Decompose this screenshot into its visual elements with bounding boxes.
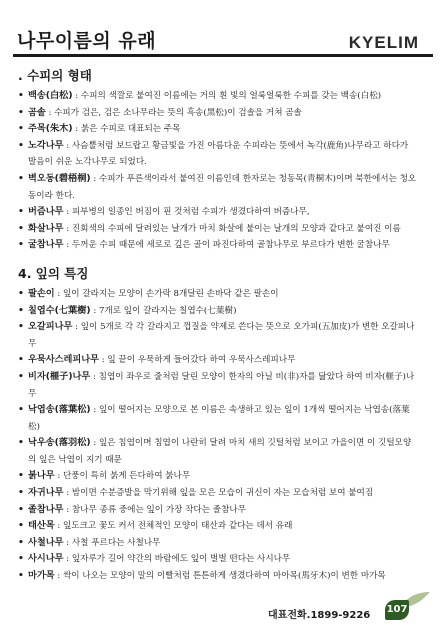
list-item [18, 221, 418, 238]
header-divider [13, 54, 433, 57]
bullet-icon: • [18, 172, 24, 184]
bullet-icon: • [18, 553, 24, 565]
list-item [18, 88, 418, 105]
bullet-icon: • [18, 90, 24, 101]
bullet-icon: • [18, 470, 24, 482]
item-desc: : 두꺼운 수피 때문에 세로로 깊은 골이 파진다하여 골참나무로 부르다가 변한 굴참나무 [63, 240, 390, 251]
list-item [18, 352, 418, 369]
item-term: 태산목 [28, 520, 55, 532]
bullet-icon: • [18, 570, 24, 582]
item-desc: : 잎도크고 꽃도 커서 전체적인 모양이 태산과 같다는 데서 유래 [54, 521, 293, 532]
footer-contact: 대표전화.1899-9226 [268, 610, 371, 621]
item-desc: : 침엽이 좌우로 줄처럼 달린 모양이 한자의 아닐 비(非)자를 닮았다 하여 비자(榧子)나무 [28, 371, 415, 399]
list-item [18, 485, 418, 502]
item-term: 곰솔 [28, 106, 46, 118]
item-desc: : 잎자루가 길어 약간의 바람에도 잎이 벌벌 떤다는 사시나무 [63, 554, 291, 565]
list-item [18, 518, 418, 535]
item-term: 오갈피나무 [28, 321, 73, 333]
item-term: 화살나무 [28, 222, 64, 234]
page-title: 나무이름의 유래 [17, 30, 157, 52]
brand-logo-text: KYELIM [348, 33, 419, 52]
list-item [18, 138, 418, 171]
list-item [18, 435, 418, 468]
item-desc: : 수피의 색깔로 붙여진 이름에는 거의 흰 빛의 얼룩얼룩한 수피를 갖는 백송(白松) [72, 91, 382, 101]
bullet-icon: • [18, 321, 24, 333]
item-term: 사철나무 [28, 536, 64, 548]
page-number: 107 [385, 600, 409, 620]
list-item [18, 319, 418, 352]
item-term: 우묵사스레피나무 [28, 354, 100, 366]
bullet-icon: • [18, 123, 24, 135]
list-item [18, 402, 418, 435]
bark-list [18, 88, 418, 254]
item-desc: : 피부병의 일종인 버짐이 핀 것처럼 수피가 생겼다하여 버즘나무, [63, 207, 310, 218]
item-desc: : 7개로 잎이 갈라지는 칠엽수(七葉樹) [90, 305, 237, 316]
document-body [18, 64, 418, 585]
item-desc: : 사철 푸르다는 사철나무 [63, 537, 161, 548]
page-header [0, 0, 441, 58]
item-term: 마가목 [28, 570, 55, 582]
bullet-icon: • [18, 304, 24, 316]
bullet-icon: • [18, 487, 24, 499]
item-desc: : 싹이 나오는 모양이 말의 이빨처럼 튼튼하게 생겼다하여 마아목(馬牙木)이 변한 마가목 [54, 571, 386, 582]
bullet-icon: • [18, 287, 24, 299]
item-term: 팔손이 [28, 287, 55, 299]
bullet-icon: • [18, 404, 24, 416]
bullet-icon: • [18, 222, 24, 234]
item-desc: : 진회색의 수피에 달려있는 날개가 마치 화살에 붙이는 날개의 모양과 같다고 붙여진 이름 [63, 223, 401, 234]
bullet-icon: • [18, 239, 24, 251]
list-item [18, 468, 418, 485]
list-item [18, 535, 418, 552]
item-desc: : 수피가 푸른색이라서 붙여진 이름인데 한자로는 청동목(靑桐木)이며 북한에서는 청오동이라 한다. [28, 173, 417, 201]
list-item [18, 121, 418, 138]
item-desc: : 잎이 갈라지는 모양이 손가락 8개달린 손바닥 같은 팔손이 [54, 288, 279, 299]
bullet-icon: • [18, 520, 24, 532]
brand-logo [349, 33, 419, 53]
bullet-icon: • [18, 503, 24, 515]
item-desc: : 잎이 5개로 각 각 갈라지고 껍질을 약제로 쓴다는 뜻으로 오가피(五加皮)가 변한 오갈피나무 [28, 322, 415, 349]
item-term: 노각나무 [28, 139, 64, 151]
bullet-icon: • [18, 106, 24, 118]
item-term: 비자(榧子)나무 [28, 370, 91, 382]
list-item [18, 171, 418, 204]
item-desc: : 참나무 종류 중에는 잎이 가장 작다는 졸참나무 [63, 504, 246, 515]
item-term: 낙엽송(落葉松) [28, 404, 91, 416]
item-desc: : 수피가 검은, 검은 소나무라는 뜻의 흑송(黑松)이 검솔을 거쳐 곰솔 [45, 107, 302, 118]
list-item [18, 502, 418, 519]
item-term: 칠엽수(七葉樹) [28, 304, 91, 316]
bullet-icon: • [18, 139, 24, 151]
list-item [18, 303, 418, 320]
bullet-icon: • [18, 370, 24, 382]
item-desc: : 잎 끝이 우묵하게 들어갔다 하여 우묵사스레피나무 [99, 355, 296, 366]
list-item [18, 568, 418, 585]
list-item [18, 551, 418, 568]
section-title-bark: . 수피의 형태 [18, 68, 92, 83]
list-item [18, 237, 418, 254]
item-term: 버즘나무 [28, 206, 64, 218]
item-desc: : 붉은 수피로 대표되는 주목 [72, 124, 181, 135]
item-term: 백송(白松) [28, 90, 73, 101]
leaf-list [18, 286, 418, 585]
list-item [18, 286, 418, 303]
item-desc: : 사슴뿔처럼 보드랍고 황금빛을 가진 아름다운 수피라는 뜻에서 녹각(鹿角)나무라고 하다가 발음이 쉬운 노각나무로 되었다. [28, 140, 409, 168]
item-term: 굴참나무 [28, 239, 64, 251]
item-desc: : 단풍이 특히 붉게 든다하여 붉나무 [54, 471, 191, 482]
bullet-icon: • [18, 437, 24, 449]
bullet-icon: • [18, 536, 24, 548]
item-term: 사시나무 [28, 553, 64, 565]
section-title-leaves: 4. 잎의 특징 [18, 265, 89, 281]
item-term: 붉나무 [28, 470, 55, 482]
item-term: 벽오동(碧梧桐) [28, 172, 91, 184]
item-term: 자귀나무 [28, 487, 64, 499]
list-item [18, 204, 418, 221]
list-item [18, 369, 418, 402]
item-desc: : 잎은 침엽이며 침엽이 나란히 달려 마치 새의 깃털처럼 보이고 가을이면 이 깃털모양의 잎은 낙엽이 지기 때문 [28, 438, 412, 465]
item-term: 졸참나무 [28, 503, 64, 515]
item-desc: : 밤이면 수분증발을 막기위해 잎을 모은 모습이 귀신이 자는 모습처럼 보여 붙여짐 [63, 488, 374, 499]
item-desc: : 잎이 떨어지는 모양으로 본 이름은 속생하고 있는 잎이 1개씩 떨어지는 낙엽송(落葉松) [28, 405, 410, 432]
bullet-icon: • [18, 354, 24, 366]
item-term: 주목(朱木) [28, 123, 73, 135]
list-item [18, 105, 418, 122]
bullet-icon: • [18, 206, 24, 218]
item-term: 낙우송(落羽松) [28, 437, 91, 449]
